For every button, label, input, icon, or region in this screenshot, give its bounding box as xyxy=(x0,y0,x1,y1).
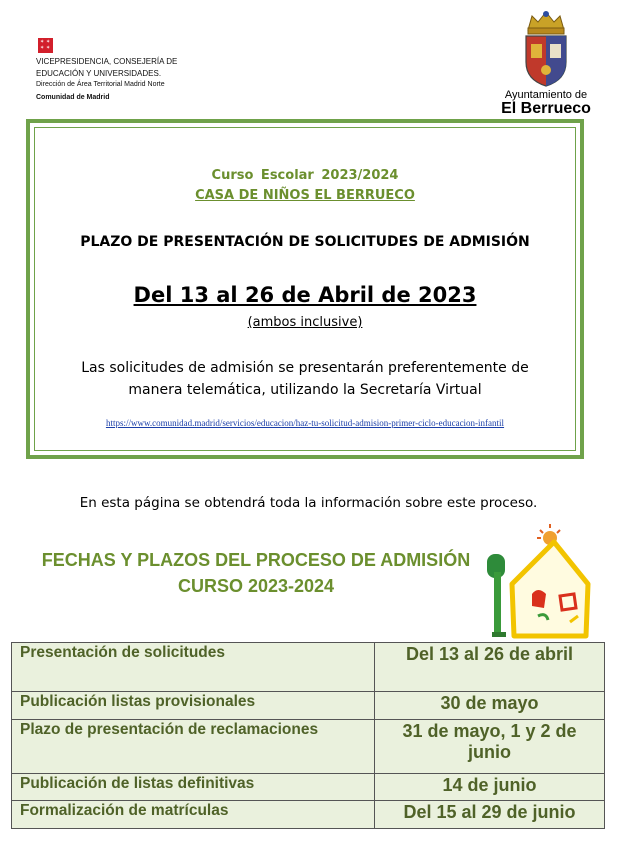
info-text: En esta página se obtendrá toda la información sobre este proceso. xyxy=(79,495,538,511)
row-concept: Formalización de matrículas xyxy=(12,801,375,829)
vicepresidencia-line1: VICEPRESIDENCIA, CONSEJERÍA DE xyxy=(36,57,178,66)
notice-body xyxy=(30,357,580,401)
casa-ninos-title: CASA DE NIÑOS EL BERRUECO xyxy=(195,188,415,203)
section-title xyxy=(36,547,476,599)
comunidad-label: Comunidad de Madrid xyxy=(36,94,110,101)
comunidad-header-text xyxy=(36,56,177,104)
row-concept: Plazo de presentación de reclamaciones xyxy=(12,720,375,774)
table-row xyxy=(12,692,605,720)
ayuntamiento-logo xyxy=(496,8,596,118)
ambos-inclusive: (ambos inclusive) xyxy=(247,315,363,330)
coat-of-arms-icon xyxy=(518,8,574,88)
ayuntamiento-line2: El Berrueco xyxy=(501,100,591,117)
secretaria-virtual-link[interactable]: https://www.comunidad.madrid/servicios/educacion/haz-tu-solicitud-admision-primer-ciclo-educacion-infantil xyxy=(105,418,505,428)
table-row xyxy=(12,801,605,829)
plazos-table xyxy=(11,642,605,829)
table-row xyxy=(12,774,605,801)
notice-box xyxy=(26,119,584,459)
row-fecha: 31 de mayo, 1 y 2 de junio xyxy=(375,720,605,774)
row-fecha: 14 de junio xyxy=(375,774,605,801)
row-fecha: 30 de mayo xyxy=(375,692,605,720)
row-fecha: Del 13 al 26 de abril xyxy=(375,643,605,692)
notice-body-line1: Las solicitudes de admisión se presentarán preferentemente de xyxy=(81,360,529,376)
row-concept: Publicación listas provisionales xyxy=(12,692,375,720)
row-concept: Presentación de solicitudes xyxy=(12,643,375,692)
table-row xyxy=(12,643,605,692)
vicepresidencia-line2: EDUCACIÓN Y UNIVERSIDADES. xyxy=(36,69,162,78)
row-concept: Publicación de listas definitivas xyxy=(12,774,375,801)
plazo-heading: PLAZO DE PRESENTACIÓN DE SOLICITUDES DE ADMISIÓN xyxy=(80,234,530,250)
row-fecha: Del 15 al 29 de junio xyxy=(375,801,605,829)
curso-escolar: Curso Escolar 2023/2024 xyxy=(211,168,399,183)
notice-body-line2: manera telemática, utilizando la Secretaría Virtual xyxy=(128,382,482,398)
table-row xyxy=(12,720,605,774)
comunidad-madrid-logo: ✶ ✶ ✶ ✶ xyxy=(38,38,53,53)
ayuntamiento-line1: Ayuntamiento de xyxy=(504,89,588,101)
house-drawing-icon xyxy=(482,524,597,642)
section-title-line1: FECHAS Y PLAZOS DEL PROCESO DE ADMISIÓN xyxy=(41,550,471,570)
direccion-area: Dirección de Área Territorial Madrid Norte xyxy=(36,81,165,88)
section-title-line2: CURSO 2023-2024 xyxy=(177,576,335,596)
fechas-plazo: Del 13 al 26 de Abril de 2023 xyxy=(133,283,477,307)
